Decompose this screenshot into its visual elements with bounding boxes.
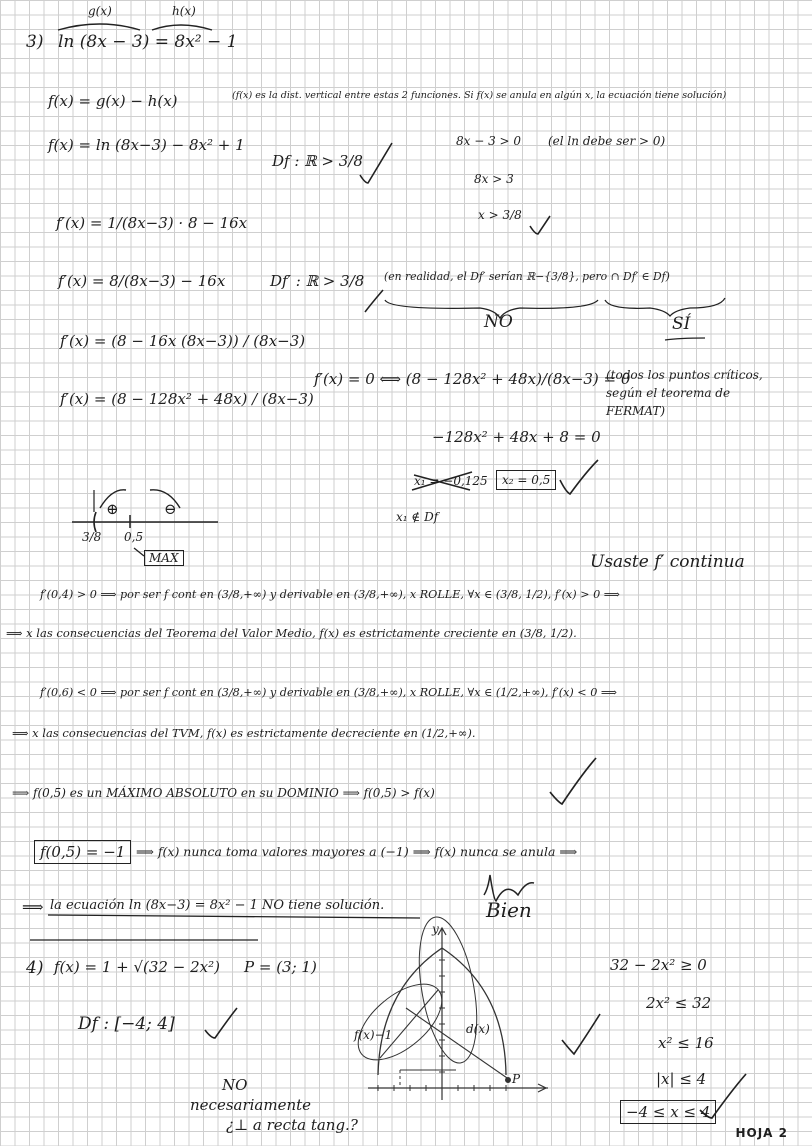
f-expression: f(x) = ln (8x−3) − 8x² + 1 [48,136,245,154]
teacher-note-1: NO [222,1076,248,1094]
derivative-domain: Df′ : ℝ > 3/8 [270,272,365,290]
p4-ineq-box: −4 ≤ x ≤ 4 [620,1100,716,1124]
sheet-label: HOJA 2 [735,1126,788,1140]
sign-left-label: 3/8 [82,530,102,544]
p4-function: f(x) = 1 + √(32 − 2x²) [54,958,220,976]
f-definition: f(x) = g(x) − h(x) [48,92,178,110]
underline-si [665,338,705,340]
p4-ineq-1: 32 − 2x² ≥ 0 [610,956,707,974]
conclusion-prefix: ⟹ [22,898,44,916]
sign-minus: ⊖ [164,500,177,518]
teacher-note-2: necesariamente [190,1096,312,1114]
cond-3: x > 3/8 [478,208,522,222]
max-line: ⟹ f(0,5) es un MÁXIMO ABSOLUTO en su DOMINIO ⟹ f(0,5) > f(x) [12,786,435,800]
p4-domain: Df : [−4; 4] [78,1014,175,1034]
root-1-excluded: x₁ ∉ Df [396,510,439,524]
cond-1: 8x − 3 > 0 [456,134,522,148]
graph-label-y: y [432,922,439,936]
graph-dist-line [406,1008,510,1080]
overbrace-g [58,24,140,30]
sign-mid-label: 0,5 [124,530,144,544]
zero-note: (todos los puntos críticos, según el teorema de FERMAT) [606,368,763,418]
overbrace-h [152,25,212,30]
check-max [550,758,596,804]
derivative-domain-note: (en realidad, el Df′ serían ℝ−{3/8}, pero ∩ Df′ ∈ Df) [384,270,670,283]
decreasing-line-2: ⟹ x las consecuencias del TVM, f(x) es estrictamente decreciente en (1/2,+∞). [12,726,476,740]
derivative-2: f′(x) = 8/(8x−3) − 16x [58,272,226,290]
sign-max: MAX [144,550,184,566]
graph-ellipse-a [345,970,455,1074]
g-label: g(x) [88,4,112,18]
check-deriv-dom [365,290,383,312]
decreasing-line-1: f′(0,6) < 0 ⟹ por ser f cont en (3/8,+∞) y derivable en (3/8,+∞), x ROLLE, ∀x ∈ (1/2,+∞), f′(x) < 0 ⟹ [40,686,617,699]
p4-ineq-2: 2x² ≤ 32 [646,994,712,1012]
p4-ineq-4: |x| ≤ 4 [656,1070,707,1088]
cond-1-note: (el ln debe ser > 0) [548,134,666,148]
domain: Df : ℝ > 3/8 [272,152,363,170]
problem-4-number: 4) [26,958,44,978]
h-label: h(x) [172,4,196,18]
derivative-1: f′(x) = 1/(8x−3) · 8 − 16x [56,214,248,232]
value-box: f(0,5) = −1 [34,840,131,864]
max-arrow [134,548,144,556]
cond-2: 8x > 3 [474,172,514,186]
check-p4-domain [205,1008,237,1038]
check-x [530,216,550,234]
increasing-line-1: f′(0,4) > 0 ⟹ por ser f cont en (3/8,+∞) y derivable en (3/8,+∞), x ROLLE, ∀x ∈ (3/8, 1/2), f′(x) > 0 ⟹ [40,588,620,601]
graph-point-p [506,1078,511,1083]
teacher-note-3: ¿⊥ a recta tang.? [226,1116,358,1134]
f-note: (f(x) es la dist. vertical entre estas 2 funciones. Si f(x) se anula en algún x, la ecuación tiene solución) [232,90,727,101]
graph-label-f: f(x)−1 [354,1028,393,1042]
graph-label-d: d(x) [466,1022,490,1036]
teacher-remark: Usaste f′ continua [590,552,745,572]
teacher-no: NO [484,312,513,332]
increasing-line-2: ⟹ x las consecuencias del Teorema del Valor Medio, f(x) es estrictamente creciente en (3/8, 1/2). [6,626,577,640]
check-root2 [560,460,598,494]
root-2: x₂ = 0,5 [496,470,556,490]
check-domain [360,143,392,183]
value-line: ⟹ f(x) nunca toma valores mayores a (−1) ⟹ f(x) nunca se anula ⟹ [136,844,578,859]
p4-ineq-3: x² ≤ 16 [658,1034,714,1052]
quadratic: −128x² + 48x + 8 = 0 [432,428,601,446]
sign-plus: ⊕ [106,500,119,518]
teacher-si: SÍ [672,314,691,334]
teacher-bien: Bien [486,898,532,922]
zero-equation: f′(x) = 0 ⟺ (8 − 128x² + 48x)/(8x−3) = 0 [314,370,631,388]
check-p4-graph [562,1014,600,1054]
derivative-3: f′(x) = (8 − 16x (8x−3)) / (8x−3) [60,332,306,350]
problem-3-number: 3) [26,32,44,52]
equation: ln (8x − 3) = 8x² − 1 [58,32,238,52]
p4-point: P = (3; 1) [244,958,317,976]
graph-ellipse-b [410,913,487,1068]
derivative-4: f′(x) = (8 − 128x² + 48x) / (8x−3) [60,390,314,408]
conclusion: la ecuación ln (8x−3) = 8x² − 1 NO tiene solución. [50,898,385,913]
graph-label-p: P [512,1072,521,1086]
brace-si [605,298,725,316]
underline-conclusion [48,915,420,918]
root-1-struck: x₁ = −0,125 [414,474,488,488]
